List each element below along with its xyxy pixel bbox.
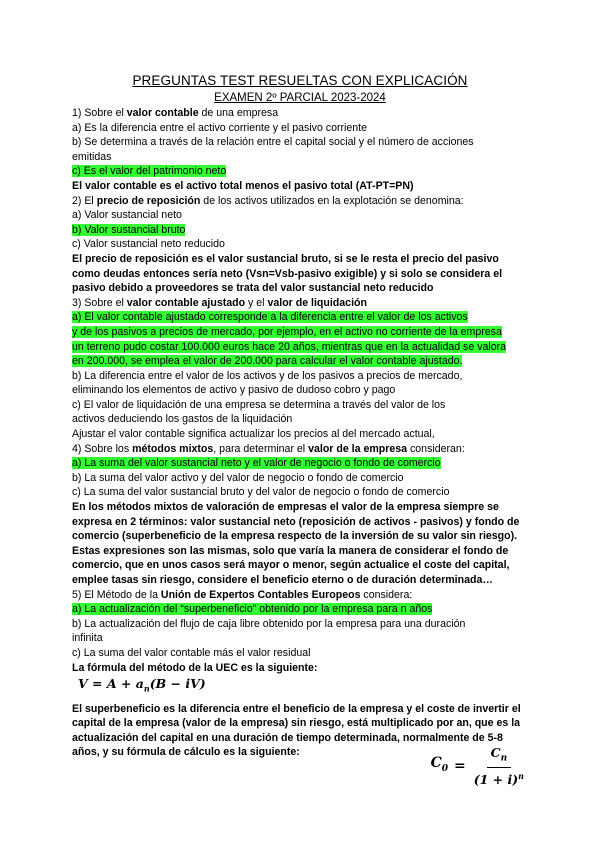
q3-option-c: c) El valor de liquidación de una empresa se determina a través del valor de los [72,398,446,411]
q3-option-b-cont: eliminando los elementos de activo y pasivo de dudoso cobro y pago [72,384,396,397]
q5-option-a-correct: a) La actualización del “superbeneficio” obtenido por la empresa para n años [72,603,433,616]
q1-option-a: a) Es la diferencia entre el activo corriente y el pasivo corriente [72,121,368,134]
q5-option-b: b) La actualización del flujo de caja libre obtenido por la empresa para una duración [72,617,466,630]
q3-option-a-correct-cont: y de los pasivos a precios de mercado, por ejemplo, en el activo no corriente de la empresa [72,325,502,338]
question-5: 5) El Método de la Unión de Expertos Contables Europeos considera: [72,588,413,601]
document-body [72,72,528,787]
question-3: 3) Sobre el valor contable ajustado y el valor de liquidación [72,296,367,309]
q3-note: Ajustar el valor contable significa actualizar los precios al del mercado actual, [72,428,435,441]
q2-option-c: c) Valor sustancial neto reducido [72,238,225,251]
q1-option-b: b) Se determina a través de la relación entre el capital social y el número de acciones [72,136,474,149]
question-4: 4) Sobre los métodos mixtos, para determinar el valor de la empresa consideran: [72,442,465,455]
q1-explanation: El valor contable es el activo total menos el pasivo total (AT-PT=PN) [72,179,414,192]
q3-option-c-cont: activos deduciendo los gastos de la liquidación [72,413,293,426]
q5-formula-intro: La fórmula del método de la UEC es la siguiente: [72,661,318,674]
q3-option-a-correct: a) El valor contable ajustado corresponde a la diferencia entre el valor de los activos [72,311,468,324]
q4-option-a-correct: a) La suma del valor sustancial neto y el valor de negocio o fondo de comercio [72,457,441,470]
q2-option-b-correct: b) Valor sustancial bruto [72,223,186,236]
q3-option-a-correct-cont: en 200.000, se emplea el valor de 200.000 para calcular el valor contable ajustado. [72,355,463,368]
q1-option-c-correct: c) Es el valor del patrimonio neto [72,165,227,178]
question-2: 2) El precio de reposición de los activos utilizados en la explotación se denomina: [72,194,464,207]
document-title: PREGUNTAS TEST RESUELTAS CON EXPLICACIÓN [132,73,468,88]
q2-option-a: a) Valor sustancial neto [72,209,182,222]
q2-explanation: El precio de reposición es el valor sustancial bruto, si se le resta el precio del pasivo como deudas entonces sería neto (Vsn=Vsb-pasivo exigible) y si solo se considera el pasivo debido a proveedores se trata del valor sustancial neto reducido [72,252,503,295]
q1-option-b-cont: emitidas [72,150,112,163]
q5-explanation-block [72,702,528,787]
q5-option-b-cont: infinita [72,632,103,645]
q3-option-a-correct-cont: un terreno pudo costar 100.000 euros hace 20 años, mientras que en la actualidad se valora [72,340,507,353]
discount-formula: $C_0$ = $\frac{C_n}{(1 + i)^n}$ [430,744,524,787]
q4-explanation: En los métodos mixtos de valoración de empresas el valor de la empresa siempre se expresa en 2 términos: valor sustancial neto (reposición de activos - pasivos) y fondo de comercio (superbeneficio de la empresa respecto de la inversión de su valor sin riesgo). Estas expresiones son las mismas, solo que varía la manera de considerar el fondo de comercio, que en unos casos será mayor o menor, según actualice el coste del capital, emplee tasas sin riesgo, considere el beneficio eterno o de duración determinada… [72,501,520,586]
document-subtitle: EXAMEN 2º PARCIAL 2023-2024 [214,92,386,104]
q5-explanation: El superbeneficio es la diferencia entre el beneficio de la empresa y el coste de invertir el capital de la empresa (valor de la empresa) sin riesgo, está multiplicado por an, que es la actualización del capital en una duración de tiempo determinada, normalmente de 5-8 años, y su fórmula de cálculo es la siguiente: [72,702,521,759]
question-1: 1) Sobre el valor contable de una empresa [72,107,279,119]
q4-option-c: c) La suma del valor sustancial bruto y del valor de negocio o fondo de comercio [72,486,450,499]
uec-formula: $V = A + a_n(B - iV)$ [78,676,206,694]
q3-option-b: b) La diferencia entre el valor de los activos y de los pasivos a precios de mercado, [72,369,463,382]
q4-option-b: b) La suma del valor activo y del valor de negocio o fondo de comercio [72,471,404,484]
q5-option-c: c) La suma del valor contable más el valor residual [72,646,311,659]
